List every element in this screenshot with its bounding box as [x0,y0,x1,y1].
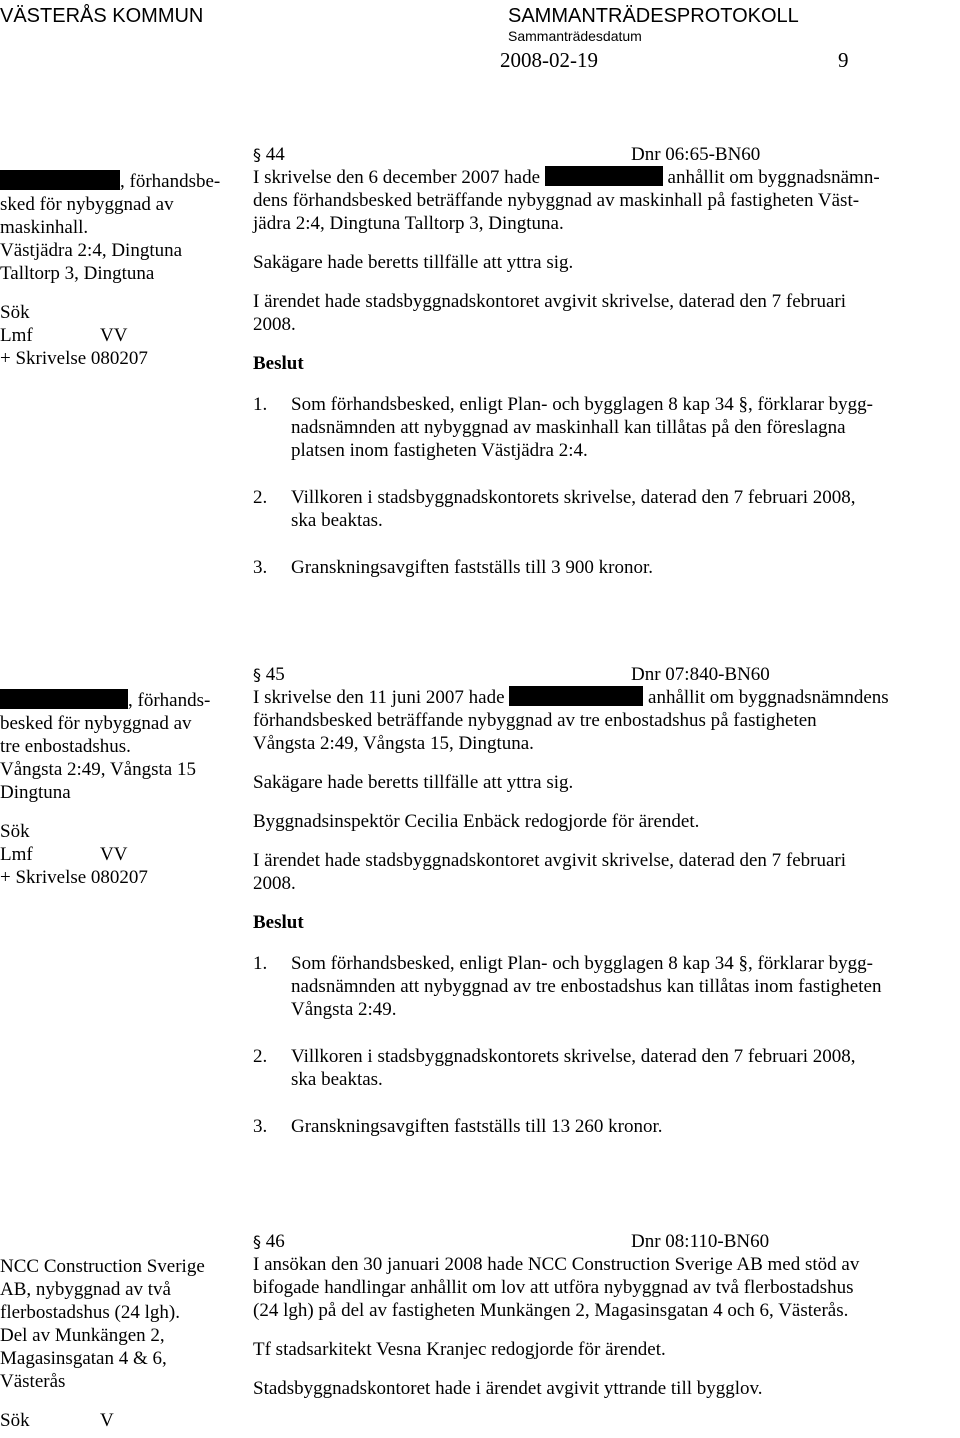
page-number: 9 [838,48,849,72]
sidebar-line: flerbostadshus (24 lgh). [0,1302,180,1323]
intro-text: anhållit om byggnadsnämn- [667,167,880,188]
item-sidebar [0,170,240,370]
distribution-code: Lmf [0,844,33,865]
intro-text: I skrivelse den 11 juni 2007 hade [253,687,505,708]
decision-line: ska beaktas. [291,1069,383,1090]
intro-text: anhållit om byggnadsnämndens [648,687,889,708]
decision-line: nadsnämnden att nybyggnad av maskinhall kan tillåtas på den föreslagna [291,417,846,438]
redacted-applicant [0,170,120,190]
intro-text: I ansökan den 30 januari 2008 hade NCC Construction Sverige AB med stöd av [253,1254,860,1275]
meeting-date: 2008-02-19 [500,48,598,72]
decision-line: Granskningsavgiften fastställs till 13 260 kronor. [291,1116,663,1137]
decision-number: 3. [253,557,268,578]
case-number: Dnr 06:65-BN60 [631,144,761,165]
decision-item [253,952,958,1021]
decision-item [253,486,958,532]
decision-line: ska beaktas. [291,510,383,531]
sidebar-line: Del av Munkängen 2, [0,1325,165,1346]
beslut-heading: Beslut [253,912,304,933]
decision-number: 1. [253,394,268,415]
intro-text: (24 lgh) på del av fastigheten Munkängen 2, Magasinsgatan 4 och 6, Västerås. [253,1300,849,1321]
distribution-code: Sök [0,821,30,842]
distribution-code: Lmf [0,325,33,346]
item-body [253,143,958,579]
sidebar-line: , förhandsbe- [120,171,221,192]
arendet-text: 2008. [253,873,296,894]
distribution-code: VV [100,325,128,346]
stadsarkitekt-text: Tf stadsarkitekt Vesna Kranjec redogjorde för ärendet. [253,1339,666,1360]
sidebar-line: sked för nybyggnad av [0,194,174,215]
sidebar-line: Vångsta 2:49, Vångsta 15 [0,759,196,780]
item-body [253,1230,958,1400]
sidebar-line: tre enbostadshus. [0,736,131,757]
paragraph-symbol: § [253,1232,261,1251]
sakagare-text: Sakägare hade beretts tillfälle att yttra sig. [253,252,574,273]
item-sidebar [0,1255,240,1432]
yttrande-text: Stadsbyggnadskontoret hade i ärendet avgivit yttrande till bygglov. [253,1378,763,1399]
redacted-applicant [0,689,128,709]
decision-number: 2. [253,1046,268,1067]
case-number: Dnr 07:840-BN60 [631,664,770,685]
sidebar-line: Västjädra 2:4, Dingtuna [0,240,183,261]
sidebar-line: maskinhall. [0,217,89,238]
decision-item [253,556,958,579]
decision-item [253,1045,958,1091]
intro-text: bifogade handlingar anhållit om lov att utföra nybyggnad av två flerbostadshus [253,1277,854,1298]
sidebar-line: AB, nybyggnad av två [0,1279,171,1300]
redacted-applicant [509,686,643,706]
decision-line: nadsnämnden att nybyggnad av tre enbostadshus kan tillåtas inom fastigheten [291,976,882,997]
decision-number: 2. [253,487,268,508]
paragraph-symbol: § [253,145,261,164]
arendet-text: 2008. [253,314,296,335]
sidebar-line: Dingtuna [0,782,71,803]
case-number: Dnr 08:110-BN60 [631,1231,770,1252]
sidebar-line: , förhands- [128,690,211,711]
distribution-code: VV [100,844,128,865]
paragraph-number: 44 [265,144,285,165]
beslut-heading: Beslut [253,353,304,374]
decision-line: Vångsta 2:49. [291,999,397,1020]
attachment-note: + Skrivelse 080207 [0,867,148,888]
item-body [253,663,958,1138]
sidebar-line: Talltorp 3, Dingtuna [0,263,155,284]
sidebar-line: besked för nybyggnad av [0,713,192,734]
intro-text: förhandsbesked beträffande nybyggnad av tre enbostadshus på fastigheten [253,710,817,731]
redacted-applicant [545,166,663,186]
intro-text: I skrivelse den 6 december 2007 hade [253,167,541,188]
decision-line: Granskningsavgiften fastställs till 3 900 kronor. [291,557,654,578]
meeting-date-label: Sammanträdesdatum [508,28,642,44]
distribution-code: Sök [0,1410,30,1431]
decision-line: Villkoren i stadsbyggnadskontorets skrivelse, daterad den 7 februari 2008, [291,487,856,508]
paragraph-number: 45 [265,664,285,685]
arendet-text: I ärendet hade stadsbyggnadskontoret avgivit skrivelse, daterad den 7 februari [253,850,847,871]
organization-name: VÄSTERÅS KOMMUN [0,5,204,27]
sidebar-line: Magasinsgatan 4 & 6, [0,1348,167,1369]
document-title: SAMMANTRÄDESPROTOKOLL [508,5,799,27]
decision-line: Villkoren i stadsbyggnadskontorets skrivelse, daterad den 7 februari 2008, [291,1046,856,1067]
inspektor-text: Byggnadsinspektör Cecilia Enbäck redogjorde för ärendet. [253,811,700,832]
sidebar-line: NCC Construction Sverige [0,1256,205,1277]
decision-item [253,393,958,462]
sakagare-text: Sakägare hade beretts tillfälle att yttra sig. [253,772,574,793]
decision-item [253,1115,958,1138]
attachment-note: + Skrivelse 080207 [0,348,148,369]
decision-number: 1. [253,953,268,974]
decision-line: Som förhandsbesked, enligt Plan- och bygglagen 8 kap 34 §, förklarar bygg- [291,953,874,974]
decision-line: platsen inom fastigheten Västjädra 2:4. [291,440,588,461]
intro-text: Vångsta 2:49, Vångsta 15, Dingtuna. [253,733,534,754]
distribution-code: Sök [0,302,30,323]
decision-line: Som förhandsbesked, enligt Plan- och bygglagen 8 kap 34 §, förklarar bygg- [291,394,874,415]
arendet-text: I ärendet hade stadsbyggnadskontoret avgivit skrivelse, daterad den 7 februari [253,291,847,312]
sidebar-line: Västerås [0,1371,66,1392]
item-sidebar [0,689,240,889]
intro-text: jädra 2:4, Dingtuna Talltorp 3, Dingtuna. [253,213,564,234]
intro-text: dens förhandsbesked beträffande nybyggnad av maskinhall på fastigheten Väst- [253,190,860,211]
paragraph-number: 46 [265,1231,285,1252]
decision-number: 3. [253,1116,268,1137]
paragraph-symbol: § [253,665,261,684]
distribution-code: V [100,1410,114,1431]
